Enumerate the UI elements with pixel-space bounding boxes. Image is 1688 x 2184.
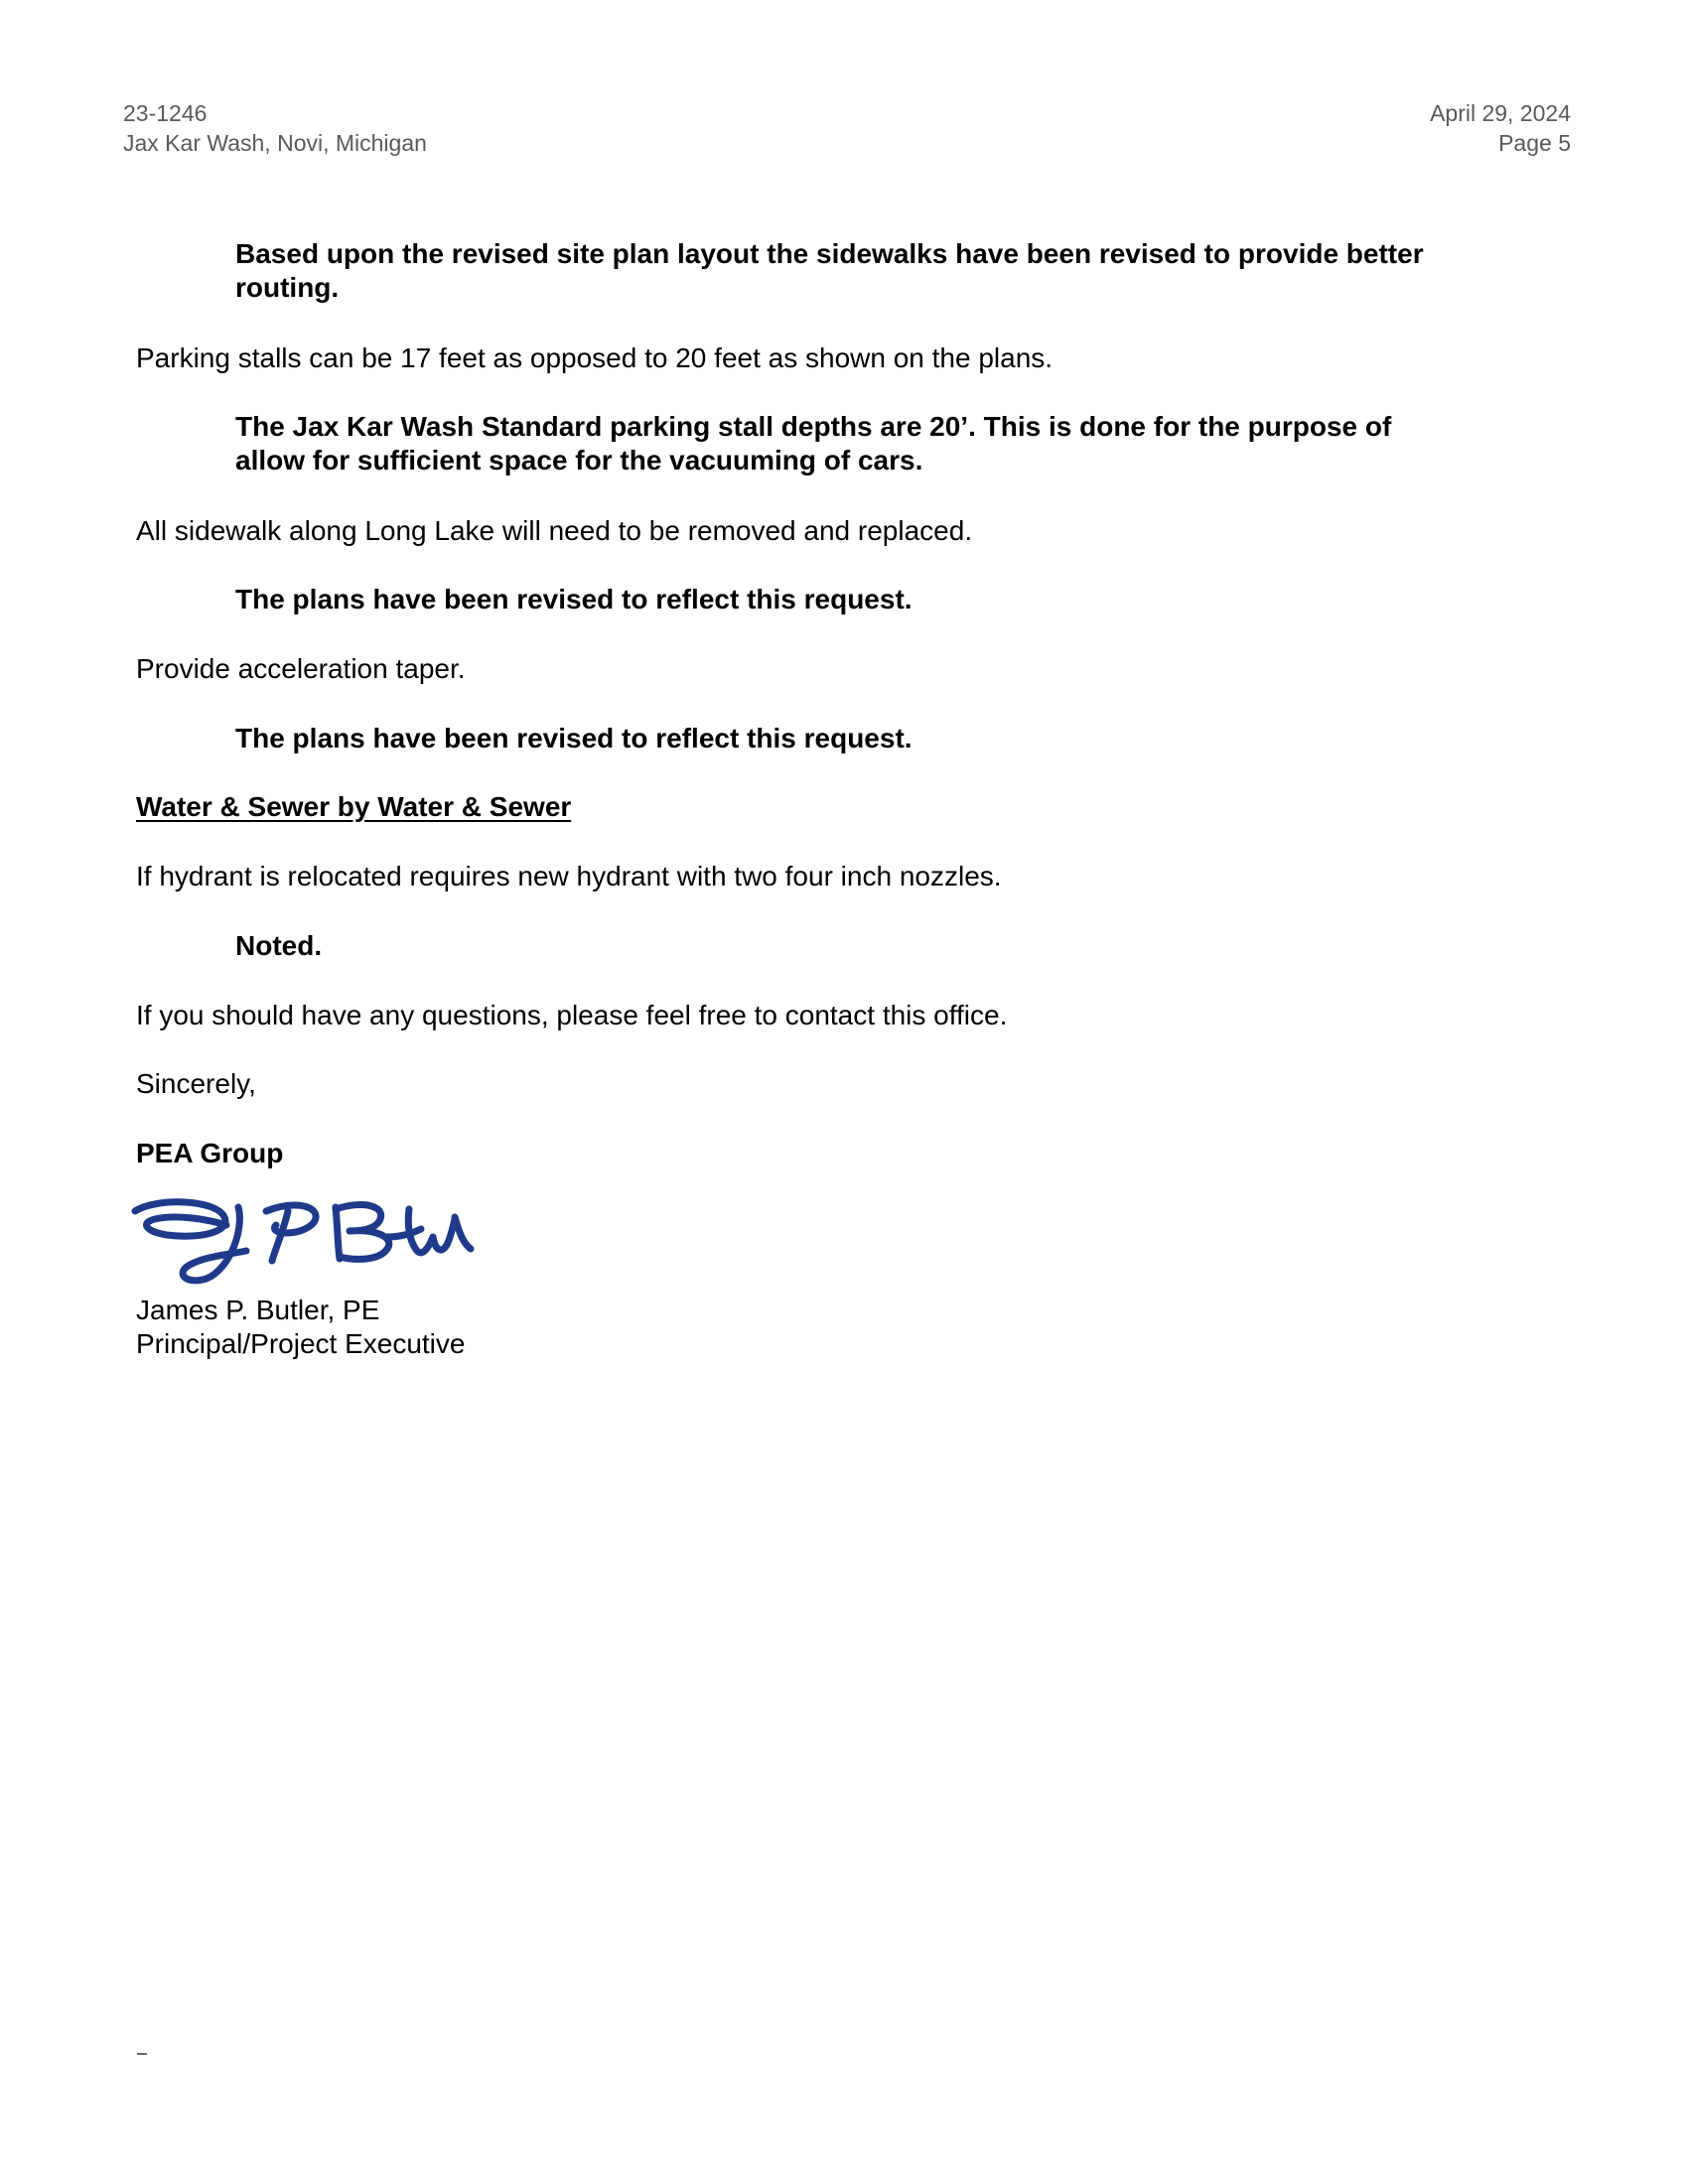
response-sidewalks [235,237,1424,305]
project-name: Jax Kar Wash, Novi, Michigan [123,130,427,156]
comment-parking: Parking stalls can be 17 feet as opposed to 20 feet as shown on the plans. [136,342,1054,373]
company-name: PEA Group [136,1138,284,1168]
signer-name: James P. Butler, PE [136,1295,380,1325]
section-heading-water-sewer: Water & Sewer by Water & Sewer [136,791,572,822]
signer-title: Principal/Project Executive [136,1328,466,1359]
header-left [123,98,427,158]
response-parking-line-2: allow for sufficient space for the vacuuming of cars. [235,445,923,476]
header-right [1430,98,1571,158]
response-acceleration-taper: The plans have been revised to reflect this request. [235,723,913,753]
response-sidewalks-line-2: routing. [235,272,340,303]
handwritten-signature [127,1189,494,1291]
response-sidewalk-long-lake: The plans have been revised to reflect this request. [235,584,913,614]
signature-strokes [135,1202,471,1281]
project-number: 23-1246 [123,100,208,126]
response-parking [235,410,1391,478]
footer-mark [137,2053,147,2055]
response-sidewalks-line-1: Based upon the revised site plan layout the sidewalks have been revised to provide better [235,238,1424,269]
comment-sidewalk-long-lake: All sidewalk along Long Lake will need to be removed and replaced. [136,515,973,546]
letter-date: April 29, 2024 [1430,100,1571,126]
comment-acceleration-taper: Provide acceleration taper. [136,653,466,684]
comment-hydrant: If hydrant is relocated requires new hydrant with two four inch nozzles. [136,861,1002,891]
closing-salutation: Sincerely, [136,1068,256,1099]
page-number: Page 5 [1498,130,1571,156]
response-hydrant: Noted. [235,930,323,961]
response-parking-line-1: The Jax Kar Wash Standard parking stall depths are 20’. This is done for the purpose of [235,411,1392,442]
closing-question: If you should have any questions, please feel free to contact this office. [136,1000,1008,1030]
signer-block [136,1294,465,1361]
